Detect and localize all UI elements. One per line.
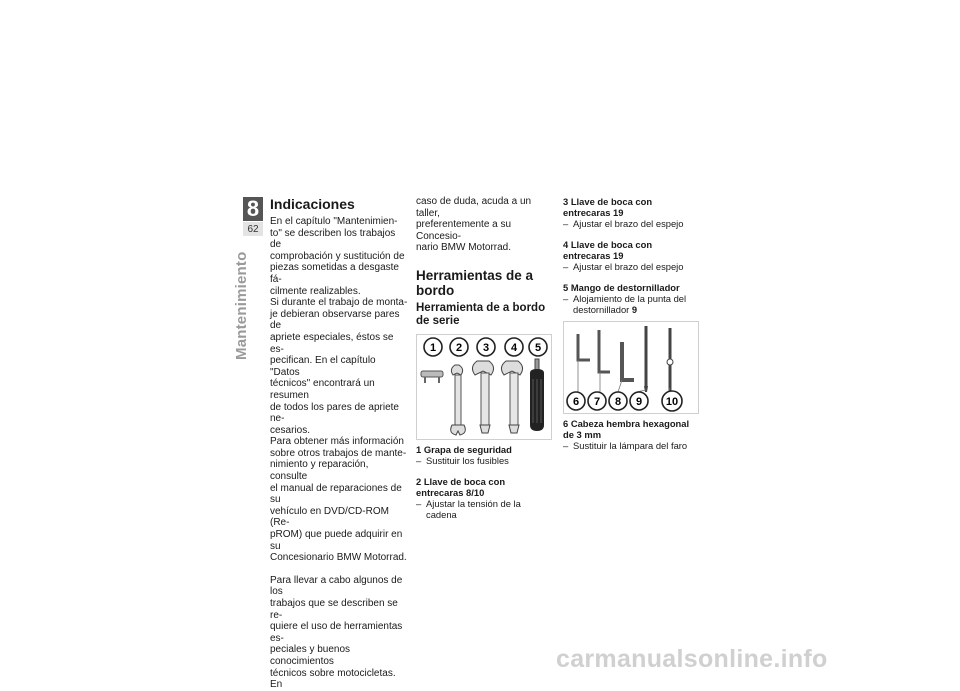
dash: – — [563, 218, 569, 229]
text-line: peciales y buenos conocimientos — [270, 644, 351, 667]
text-line: caso de duda, acuda a un taller, — [416, 196, 532, 219]
item-title: 2 Llave de boca con entrecaras 8/10 — [416, 475, 506, 498]
figure-label: 5 — [534, 341, 542, 354]
text-line: En el capítulo "Mantenimien- — [270, 216, 398, 227]
text-line: de todos los pares de apriete ne- — [270, 401, 399, 425]
section-title-text: Mantenimiento — [233, 251, 250, 360]
dash: – — [563, 293, 569, 304]
column-1 — [270, 196, 408, 691]
column-2 — [416, 196, 550, 530]
item-desc-text — [573, 293, 701, 315]
text-line: piezas sometidas a desgaste fá- — [270, 262, 399, 285]
item-desc-text: Ajustar la tensión de la cadena — [426, 497, 521, 520]
text-line: pecifican. En el capítulo "Datos — [270, 355, 376, 378]
item-description — [563, 261, 701, 272]
toolkit-figure-2 — [563, 321, 699, 414]
figure-label: 1 — [429, 341, 437, 354]
figure-label: 9 — [635, 396, 643, 408]
item-description — [416, 455, 550, 466]
text-line: técnicos sobre motocicletas. En — [270, 667, 396, 691]
text-line: nario BMW Motorrad. — [416, 242, 512, 254]
column-3 — [563, 196, 701, 461]
item-title: 6 Cabeza hembra hexagonal de 3 mm — [563, 418, 690, 440]
paragraph-continued — [416, 196, 550, 254]
text-line: comprobación y sustitución de — [270, 250, 405, 262]
item-desc-body: Alojamiento de la punta del destornillador — [573, 293, 687, 315]
item-description — [563, 440, 701, 451]
dash: – — [563, 440, 569, 451]
figure-label: 3 — [482, 341, 490, 354]
dash: – — [416, 497, 422, 509]
item-desc-text: Ajustar el brazo del espejo — [573, 261, 684, 272]
tools-6-10-illustration — [564, 322, 698, 413]
figure-label: 7 — [593, 396, 601, 408]
item-description — [563, 218, 701, 229]
text-line: to" se describen los trabajos de — [270, 227, 396, 251]
text-line: el manual de reparaciones de su — [270, 482, 402, 506]
text-line: pROM) que puede adquirir en su — [270, 529, 403, 552]
item-title: 4 Llave de boca con entrecaras 19 — [563, 239, 653, 261]
text-line: cesarios. — [270, 424, 311, 436]
page-number: 62 — [243, 222, 263, 236]
text-line: Para llevar a cabo algunos de los — [270, 574, 403, 598]
text-line: Concesionario BMW Motorrad. — [270, 552, 407, 564]
text-line: Si durante el trabajo de monta- — [270, 297, 408, 309]
heading-indicaciones: Indicaciones — [270, 196, 355, 212]
item-title: 5 Mango de destornillador — [563, 282, 680, 293]
text-line: sobre otros trabajos de mante- — [270, 447, 407, 459]
watermark: carmanualsonline.info — [556, 645, 828, 673]
dash: – — [416, 454, 422, 466]
item-title: 3 Llave de boca con entrecaras 19 — [563, 196, 653, 218]
text-line: apriete especiales, éstos se es- — [270, 331, 394, 355]
text-line: técnicos" encontrará un resumen — [270, 378, 375, 401]
item-desc-text: Sustituir la lámpara del faro — [573, 440, 688, 451]
text-line: trabajos que se describen se re- — [270, 598, 398, 621]
figure-label: 2 — [455, 341, 463, 354]
text-line: quiere el uso de herramientas es- — [270, 621, 403, 644]
item-description — [563, 293, 701, 315]
figure-label: 4 — [510, 341, 518, 354]
item-description — [416, 498, 550, 520]
item-desc-text: Sustituir los fusibles — [426, 454, 509, 466]
text-line: nimiento y reparación, consulte — [270, 459, 369, 483]
text-line: je debieran observarse pares de — [270, 308, 400, 332]
figure-label: 10 — [665, 396, 679, 408]
figure-label: 6 — [572, 396, 580, 408]
text-line: vehículo en DVD/CD-ROM (Re- — [270, 505, 389, 529]
item-ref: 9 — [631, 304, 638, 315]
item-desc-text: Ajustar el brazo del espejo — [573, 218, 684, 229]
dash: – — [563, 261, 569, 272]
item-title: 1 Grapa de seguridad — [416, 443, 512, 455]
heading-onboard-tools: Herramientas de a bordo — [416, 267, 534, 298]
paragraph-special-tools — [270, 575, 408, 691]
heading-standard-toolkit: Herramienta de a bordo de serie — [416, 301, 546, 327]
figure-label: 8 — [614, 396, 622, 408]
paragraph-intro — [270, 216, 408, 564]
text-line: cilmente realizables. — [270, 285, 361, 297]
text-line: preferentemente a su Concesio- — [416, 219, 512, 242]
tools-1-5-illustration — [417, 335, 551, 439]
toolkit-figure-1 — [416, 334, 552, 440]
text-line: Para obtener más información — [270, 436, 404, 448]
chapter-number: 8 — [243, 197, 263, 221]
